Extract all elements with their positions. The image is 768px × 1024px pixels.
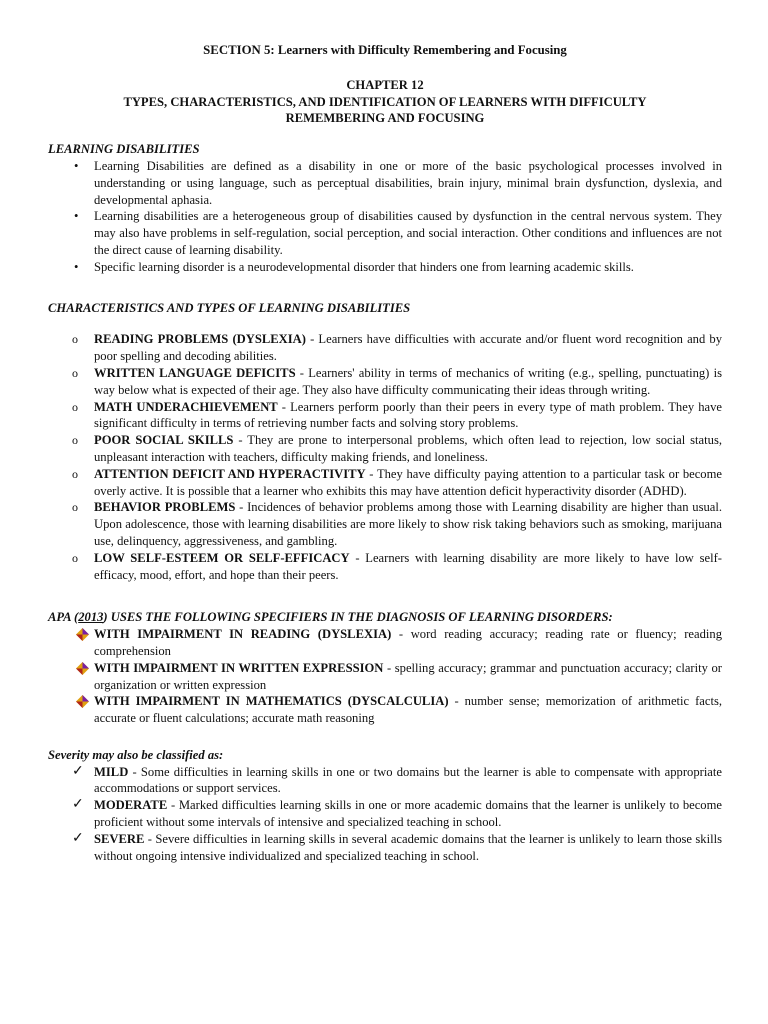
item-text: - They have difficulty paying attention to a particular task or become overly active. It is possible that a learner who exhibits this may have attention deficit hyperactivity disorder (ADHD). <box>94 466 722 498</box>
arrow-bullet-icon <box>76 628 89 641</box>
bullet-icon: • <box>74 209 79 224</box>
characteristics-list <box>48 331 722 583</box>
characteristics-heading: CHARACTERISTICS AND TYPES OF LEARNING DISABILITIES <box>48 300 411 315</box>
list-item <box>48 831 722 865</box>
item-term: LOW SELF-ESTEEM OR SELF-EFFICACY <box>94 550 350 565</box>
item-text: - Severe difficulties in learning skills in several academic domains that the learner is unlikely to learn those skills without ongoing intensive individualized and specialized teaching in school. <box>94 831 722 863</box>
list-item <box>48 660 722 694</box>
item-term: MILD <box>94 764 129 779</box>
learning-disabilities-list <box>48 158 722 276</box>
apa-year-link[interactable]: 2013 <box>78 610 104 625</box>
apa-heading-prefix: APA ( <box>48 610 79 625</box>
bullet-icon: • <box>74 158 79 173</box>
item-text: - word reading accuracy; reading rate or fluency; reading comprehension <box>94 627 723 658</box>
item-text: - number sense; memorization of arithmetic facts, accurate or fluent calculations; accurate math reasoning <box>94 694 722 726</box>
list-item <box>48 399 722 433</box>
item-term: BEHAVIOR PROBLEMS <box>94 500 236 515</box>
list-item <box>48 331 722 365</box>
circle-bullet-icon: o <box>72 399 78 414</box>
circle-bullet-icon: o <box>72 500 78 515</box>
list-item <box>48 797 722 831</box>
severity-heading: Severity may also be classified as: <box>48 747 224 762</box>
item-text: - Learners' ability in terms of mechanics of writing (e.g., spelling, punctuating) is way below what is expected of their age. They also have difficulty communicating their ideas through writing. <box>94 365 722 397</box>
item-term: POOR SOCIAL SKILLS <box>94 433 234 448</box>
apa-specifiers-list <box>48 626 722 727</box>
item-term: SEVERE <box>94 831 145 846</box>
item-text: - Incidences of behavior problems among those with Learning disability are higher than usual. Upon adolescence, those with learning disabilities are more likely to show risk taking behaviors such as smoking, marijuana use, delinquency, aggressiveness, and gambling. <box>94 500 722 548</box>
item-term: MODERATE <box>94 798 168 813</box>
checkmark-icon: ✓ <box>72 763 84 779</box>
list-item-text: Specific learning disorder is a neurodevelopmental disorder that hinders one from learning academic skills. <box>94 259 634 274</box>
item-term: MATH UNDERACHIEVEMENT <box>94 399 278 414</box>
list-item <box>48 259 722 276</box>
list-item-text: Learning Disabilities are defined as a disability in one or more of the basic psychological processes involved in understanding or using language, such as perceptual disabilities, brain injury, minimal brain dysfunction, dyslexia, and developmental aphasia. <box>94 158 722 207</box>
section-title: SECTION 5: Learners with Difficulty Remembering and Focusing <box>203 43 567 57</box>
list-item <box>48 208 722 258</box>
circle-bullet-icon: o <box>72 433 78 448</box>
chapter-label: CHAPTER 12 <box>346 77 424 92</box>
list-item <box>48 550 722 584</box>
list-item <box>48 158 722 208</box>
item-term: WITH IMPAIRMENT IN WRITTEN EXPRESSION <box>94 660 384 675</box>
chapter-title-line-1: TYPES, CHARACTERISTICS, AND IDENTIFICATION OF LEARNERS WITH DIFFICULTY <box>123 94 647 109</box>
arrow-bullet-icon <box>76 695 89 708</box>
apa-heading <box>48 609 722 626</box>
list-item <box>48 432 722 466</box>
checkmark-icon: ✓ <box>72 830 84 846</box>
circle-bullet-icon: o <box>72 365 78 380</box>
circle-bullet-icon: o <box>72 550 78 565</box>
list-item <box>48 365 722 399</box>
list-item <box>48 466 722 500</box>
item-text: - Learners with learning disability are more likely to have low self- efficacy, mood, effort, and hope than their peers. <box>94 550 722 582</box>
arrow-bullet-icon <box>76 662 89 675</box>
item-text: - Marked difficulties learning skills in one or more academic domains that the learner is unlikely to become proficient without some intervals of intensive and specialized teaching in school. <box>94 798 722 830</box>
apa-heading-suffix: ) USES THE FOLLOWING SPECIFIERS IN THE DIAGNOSIS OF LEARNING DISORDERS: <box>103 610 613 625</box>
item-term: READING PROBLEMS (DYSLEXIA) <box>94 332 306 347</box>
list-item <box>48 499 722 549</box>
list-item <box>48 693 722 727</box>
item-term: WITH IMPAIRMENT IN MATHEMATICS (DYSCALCULIA) <box>94 694 449 709</box>
item-text: - Learners have difficulties with accurate and/or fluent word recognition and by poor spelling and decoding abilities. <box>94 332 723 364</box>
item-text: - Some difficulties in learning skills in one or two domains but the learner is able to compensate with appropriate accommodations or support services. <box>94 764 722 796</box>
checkmark-icon: ✓ <box>72 797 84 813</box>
list-item <box>48 626 722 660</box>
item-text: - spelling accuracy; grammar and punctuation accuracy; clarity or organization or written expression <box>94 660 723 692</box>
bullet-icon: • <box>74 259 79 274</box>
chapter-title-line-2: REMEMBERING AND FOCUSING <box>285 111 485 126</box>
severity-list <box>48 764 722 865</box>
list-item-text: Learning disabilities are a heterogeneous group of disabilities caused by dysfunction in the central nervous system. They may also have problems in self-regulation, social perception, and social interaction. Other conditions and influences are not the direct cause of learning disability. <box>94 209 722 257</box>
item-text: - Learners perform poorly than their peers in every type of math problem. They have significant difficulty in terms of retrieving number facts and solving story problems. <box>94 399 722 431</box>
circle-bullet-icon: o <box>72 466 78 481</box>
circle-bullet-icon: o <box>72 332 78 347</box>
item-term: ATTENTION DEFICIT AND HYPERACTIVITY <box>94 466 366 481</box>
item-text: - They are prone to interpersonal problems, which often lead to rejection, low social status, unpleasant interaction with teachers, difficulty making friends, and loneliness. <box>94 433 722 464</box>
item-term: WRITTEN LANGUAGE DEFICITS <box>94 365 296 380</box>
learning-disabilities-heading: LEARNING DISABILITIES <box>48 142 200 157</box>
item-term: WITH IMPAIRMENT IN READING (DYSLEXIA) <box>94 627 392 642</box>
list-item <box>48 764 722 798</box>
